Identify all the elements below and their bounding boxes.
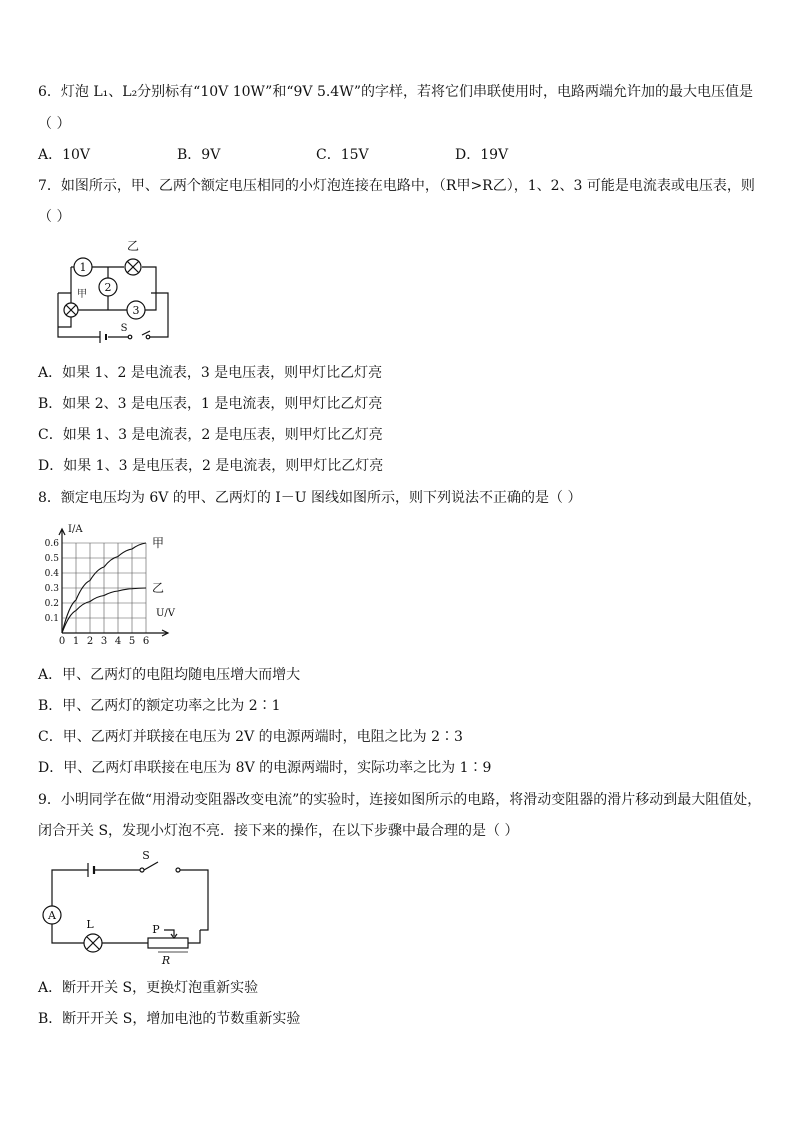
q7-switch-label: S: [120, 323, 128, 334]
q8-option-c: C．甲、乙两灯并联接在电压为 2V 的电源两端时，电阻之比为 2∶3: [38, 729, 463, 745]
chart-x-tick-label: 0: [58, 636, 66, 647]
chart-y-tick-label: 0.3: [44, 584, 59, 594]
chart-x-tick-label: 5: [128, 636, 136, 647]
q6-option-c: C．15V: [316, 147, 369, 163]
q8-iu-chart: [38, 520, 188, 645]
q6-option-b: B．9V: [177, 147, 221, 163]
q8-option-a: A．甲、乙两灯的电阻均随电压增大而增大: [38, 667, 301, 683]
q7-option-b: B．如果 2、3 是电压表，1 是电流表，则甲灯比乙灯亮: [38, 396, 383, 412]
q7-option-c: C．如果 1、3 是电流表，2 是电压表，则甲灯比乙灯亮: [38, 427, 383, 443]
q9-stem-line2: 闭合开关 S，发现小灯泡不亮．接下来的操作，在以下步骤中最合理的是（ ）: [38, 823, 519, 839]
q6-option-d: D．19V: [455, 147, 509, 163]
q7-paren: （ ）: [38, 209, 71, 225]
chart-y-tick-label: 0.5: [44, 554, 59, 564]
chart-series-label: 乙: [152, 581, 165, 595]
q8-stem: 8．额定电压均为 6V 的甲、乙两灯的 I－U 图线如图所示，则下列说法不正确的是（ ）: [38, 490, 582, 506]
chart-series-label: 甲: [152, 536, 165, 550]
q7-meter-2-label: 2: [104, 281, 112, 294]
q7-stem: 7．如图所示，甲、乙两个额定电压相同的小灯泡连接在电路中，（R甲>R乙），1、2、3 可能是电流表或电压表，则: [38, 178, 755, 194]
q9-rheostat-label: R: [161, 954, 171, 967]
q7-lamp-yi-label: 乙: [126, 239, 140, 253]
q6-option-a: A．10V: [38, 147, 91, 163]
chart-y-tick-label: 0.6: [44, 539, 59, 549]
q8-option-d: D．甲、乙两灯串联接在电压为 8V 的电源两端时，实际功率之比为 1∶9: [38, 760, 492, 776]
q6-stem: 6．灯泡 L₁、L₂分别标有“10V 10W”和“9V 5.4W”的字样，若将它们串联使用时，电路两端允许加的最大电压值是: [38, 84, 754, 100]
chart-y-tick-label: 0.1: [44, 614, 59, 624]
q8-option-b: B．甲、乙两灯的额定功率之比为 2∶1: [38, 698, 281, 714]
q8-chart-ylabel: I/A: [68, 524, 83, 535]
q7-option-d: D．如果 1、3 是电压表，2 是电流表，则甲灯比乙灯亮: [38, 458, 384, 474]
q9-option-a: A．断开开关 S，更换灯泡重新实验: [38, 980, 259, 996]
q8-chart-xlabel: U/V: [156, 608, 176, 619]
q9-rheostat: [148, 938, 188, 948]
q9-circuit-diagram: [38, 850, 213, 965]
q7-meter-3-label: 3: [132, 304, 140, 317]
q9-option-b: B．断开开关 S，增加电池的节数重新实验: [38, 1011, 301, 1027]
q7-option-a: A．如果 1、2 是电流表，3 是电压表，则甲灯比乙灯亮: [38, 365, 383, 381]
q7-meter-1-label: 1: [79, 261, 87, 274]
q9-lamp-label: L: [86, 918, 94, 931]
q9-stem-line1: 9．小明同学在做“用滑动变阻器改变电流”的实验时，连接如图所示的电路，将滑动变阻器的滑片移动到最大阻值处，: [38, 792, 762, 808]
chart-x-tick-label: 4: [114, 636, 122, 647]
chart-y-tick-label: 0.2: [44, 599, 59, 609]
q7-lamp-jia-label: 甲: [77, 289, 87, 300]
q6-paren: （ ）: [38, 116, 71, 132]
q9-slider-label: P: [152, 923, 160, 936]
chart-x-tick-label: 3: [100, 636, 108, 647]
chart-x-tick-label: 1: [72, 636, 80, 647]
chart-x-tick-label: 2: [86, 636, 94, 647]
q9-ammeter-label: A: [48, 909, 56, 922]
chart-y-tick-label: 0.4: [44, 569, 59, 579]
chart-x-tick-label: 6: [142, 636, 150, 647]
q9-switch-label: S: [142, 849, 150, 862]
q7-circuit-diagram: [38, 235, 178, 350]
